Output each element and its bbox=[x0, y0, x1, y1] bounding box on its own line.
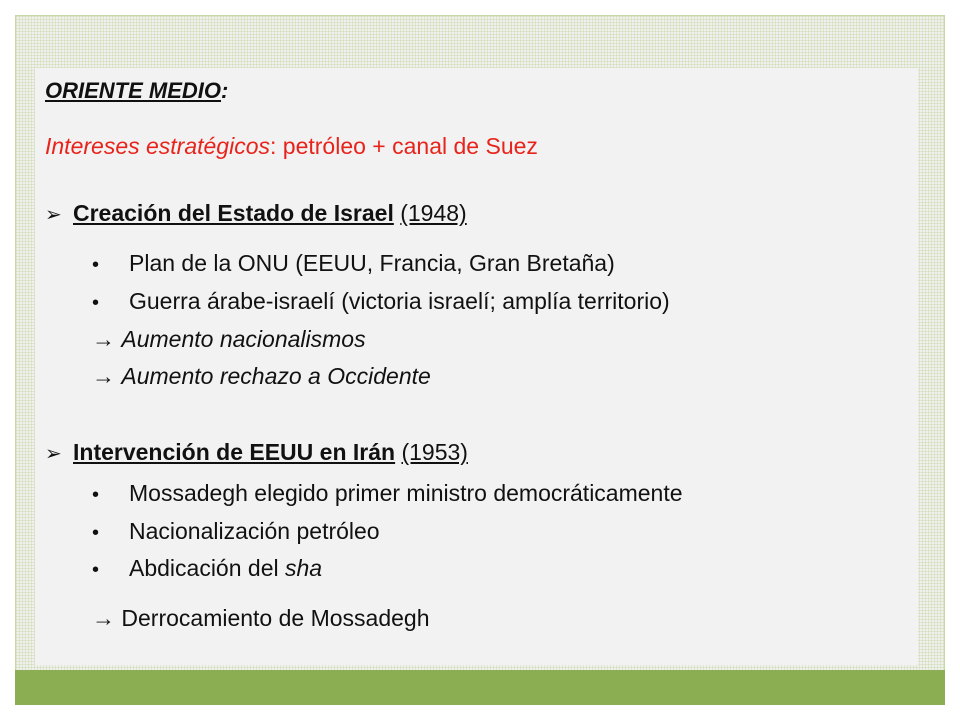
section-year: (1948) bbox=[400, 200, 467, 226]
list-item bbox=[92, 478, 683, 510]
bullet-icon: • bbox=[92, 484, 100, 506]
bullet-icon: • bbox=[92, 522, 100, 544]
list-item bbox=[92, 553, 322, 585]
subheading-label: Intereses estratégicos bbox=[45, 133, 271, 159]
consequence-item bbox=[92, 603, 430, 633]
list-item-italic-text: sha bbox=[285, 555, 323, 581]
section-israel-title bbox=[45, 198, 467, 230]
subheading-rest: : petróleo + canal de Suez bbox=[270, 133, 538, 159]
list-item-text: Abdicación del bbox=[129, 555, 285, 581]
list-item bbox=[92, 516, 380, 548]
consequence-text: Derrocamiento de Mossadegh bbox=[121, 605, 430, 631]
consequence-item bbox=[92, 324, 366, 354]
list-item-text: Plan de la ONU (EEUU, Francia, Gran Bretaña) bbox=[129, 250, 615, 276]
list-item-text: Mossadegh elegido primer ministro democráticamente bbox=[129, 480, 683, 506]
section-title: Intervención de EEUU en Irán bbox=[73, 439, 396, 465]
heading-colon: : bbox=[221, 78, 229, 103]
consequence-text: Aumento rechazo a Occidente bbox=[121, 363, 431, 389]
bullet-icon: • bbox=[92, 292, 100, 314]
bullet-icon: • bbox=[92, 254, 100, 276]
section-title: Creación del Estado de Israel bbox=[73, 200, 394, 226]
right-arrow-icon: → bbox=[92, 605, 115, 631]
slide-heading bbox=[45, 76, 228, 106]
subheading bbox=[45, 131, 538, 161]
right-arrow-icon: → bbox=[92, 363, 115, 389]
footer-bar bbox=[15, 670, 945, 705]
list-item-text: Nacionalización petróleo bbox=[129, 518, 380, 544]
section-iran-title bbox=[45, 437, 468, 469]
right-arrow-icon: → bbox=[92, 326, 115, 352]
heading-text: ORIENTE MEDIO bbox=[45, 78, 222, 103]
bullet-icon: • bbox=[92, 559, 100, 581]
consequence-text: Aumento nacionalismos bbox=[121, 326, 366, 352]
list-item-text: Guerra árabe-israelí (victoria israelí; amplía territorio) bbox=[129, 288, 670, 314]
consequence-item bbox=[92, 361, 431, 391]
list-item bbox=[92, 286, 670, 318]
list-item bbox=[92, 248, 615, 280]
arrow-bullet-icon: ➢ bbox=[45, 204, 62, 226]
section-year: (1953) bbox=[401, 439, 468, 465]
arrow-bullet-icon: ➢ bbox=[45, 443, 62, 465]
